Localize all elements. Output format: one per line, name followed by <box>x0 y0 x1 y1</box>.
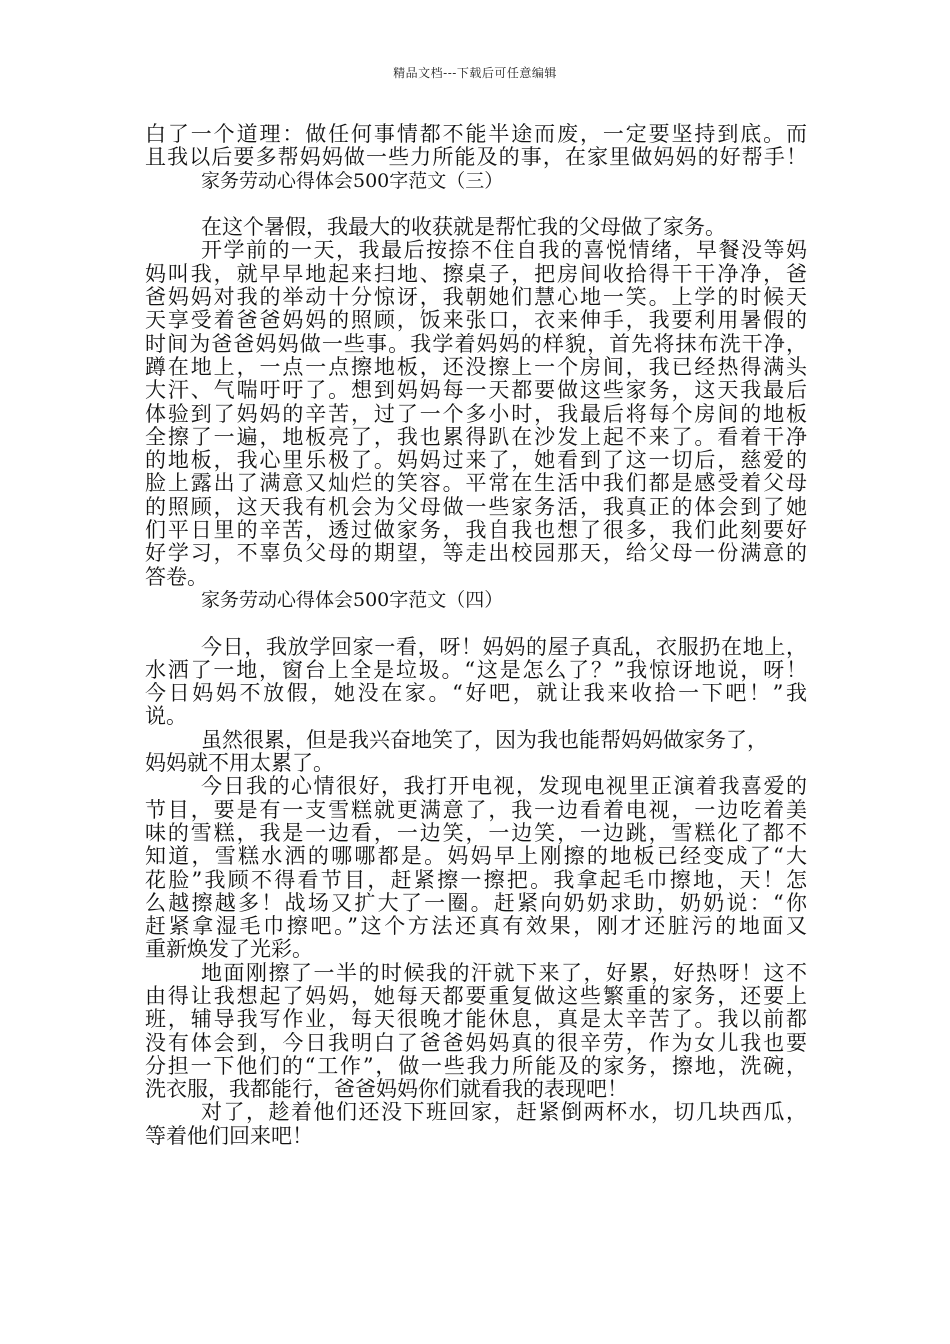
text-line: 且我以后要多帮妈妈做一些力所能及的事，在家里做妈妈的好帮手！ <box>145 145 807 170</box>
text-line: 妈妈就不用太累了。 <box>145 751 334 776</box>
text-line: 味的雪糕，我是一边看，一边笑，一边笑，一边跳，雪糕化了都不 <box>145 820 807 845</box>
text-line: 的地板，我心里乐极了。妈妈过来了，她看到了这一切后，慈爱的 <box>145 448 807 473</box>
text-line: 地面刚擦了一半的时候我的汗就下来了，好累，好热呀！这不 <box>201 960 807 985</box>
text-line: 么越擦越多！战场又扩大了一圈。赶紧向奶奶求助，奶奶说：“你 <box>145 890 807 915</box>
text-line: 的照顾，这天我有机会为父母做一些家务活，我真正的体会到了她 <box>145 494 807 519</box>
text-line: 脸上露出了满意又灿烂的笑容。平常在生活中我们都是感受着父母 <box>145 471 807 496</box>
text-line: 赶紧拿湿毛巾擦吧。”这个方法还真有效果，刚才还脏污的地面又 <box>145 914 807 939</box>
text-line: 妈叫我，就早早地起来扫地、擦桌子，把房间收拾得干干净净，爸 <box>145 261 807 286</box>
text-line: 重新焕发了光彩。 <box>145 937 313 962</box>
section-heading: 家务劳动心得体会500字范文（四） <box>201 588 504 611</box>
text-line: 分担一下他们的“工作”，做一些我力所能及的家务，擦地，洗碗， <box>145 1053 807 1078</box>
text-line: 白了一个道理：做任何事情都不能半途而废，一定要坚持到底。而 <box>145 122 807 146</box>
text-line: 答卷。 <box>145 564 208 589</box>
text-line: 好学习，不辜负父母的期望，等走出校园那天，给父母一份满意的 <box>145 541 807 566</box>
text-line: 节目，要是有一支雪糕就更满意了，我一边看着电视，一边吃着美 <box>145 797 807 822</box>
text-line: 时间为爸爸妈妈做一些事。我学着妈妈的样貌，首先将抹布洗干净， <box>145 331 807 356</box>
text-line: 今日，我放学回家一看，呀！妈妈的屋子真乱，衣服扔在地上， <box>201 634 807 659</box>
text-line: 今日我的心情很好，我打开电视，发现电视里正演着我喜爱的 <box>201 774 807 799</box>
text-line: 虽然很累，但是我兴奋地笑了，因为我也能帮妈妈做家务了， <box>201 727 768 752</box>
blank-line <box>145 193 807 216</box>
text-line: 天享受着爸爸妈妈的照顾，饭来张口，衣来伸手，我要利用暑假的 <box>145 308 807 333</box>
text-line: 知道，雪糕水洒的哪哪都是。妈妈早上刚擦的地板已经变成了“大 <box>145 844 807 869</box>
text-line: 蹲在地上，一点一点擦地板，还没擦上一个房间，我已经热得满头 <box>145 354 807 379</box>
text-line: 今日妈妈不放假，她没在家。“好吧，就让我来收拾一下吧！”我 <box>145 681 807 706</box>
text-line: 没有体会到，今日我明白了爸爸妈妈真的很辛劳，作为女儿我也要 <box>145 1030 807 1055</box>
text-line: 大汗、气喘吁吁了。想到妈妈每一天都要做这些家务，这天我最后 <box>145 378 807 403</box>
blank-line <box>145 612 807 635</box>
text-line: 爸妈妈对我的举动十分惊讶，我朝她们慧心地一笑。上学的时候天 <box>145 285 807 310</box>
text-line: 对了，趁着他们还没下班回家，赶紧倒两杯水，切几块西瓜， <box>201 1100 807 1125</box>
text-line: 开学前的一天，我最后按捺不住自我的喜悦情绪，早餐没等妈 <box>201 238 807 263</box>
text-line: 说。 <box>145 704 187 729</box>
text-line: 花脸”我顾不得看节目，赶紧擦一擦把。我拿起毛巾擦地，天！怎 <box>145 867 807 892</box>
section-heading: 家务劳动心得体会500字范文（三） <box>201 169 504 192</box>
text-line: 等着他们回来吧！ <box>145 1123 313 1148</box>
text-line: 洗衣服，我都能行，爸爸妈妈你们就看我的表现吧！ <box>145 1077 628 1102</box>
text-line: 体验到了妈妈的辛苦，过了一个多小时，我最后将每个房间的地板 <box>145 401 807 426</box>
text-line: 全擦了一遍，地板亮了，我也累得趴在沙发上起不来了。看着干净 <box>145 424 807 449</box>
text-line: 们平日里的辛苦，透过做家务，我自我也想了很多，我们此刻要好 <box>145 518 807 543</box>
text-line: 由得让我想起了妈妈，她每天都要重复做这些繁重的家务，还要上 <box>145 983 807 1008</box>
text-line: 班，辅导我写作业，每天很晚才能休息，真是太辛苦了。我以前都 <box>145 1007 807 1032</box>
text-line: 水洒了一地，窗台上全是垃圾。“这是怎么了？”我惊讶地说，呀！ <box>145 657 807 682</box>
page-header: 精品文档---下载后可任意编辑 <box>393 66 557 80</box>
document-body <box>145 123 807 1148</box>
text-line: 在这个暑假，我最大的收获就是帮忙我的父母做了家务。 <box>201 215 726 240</box>
